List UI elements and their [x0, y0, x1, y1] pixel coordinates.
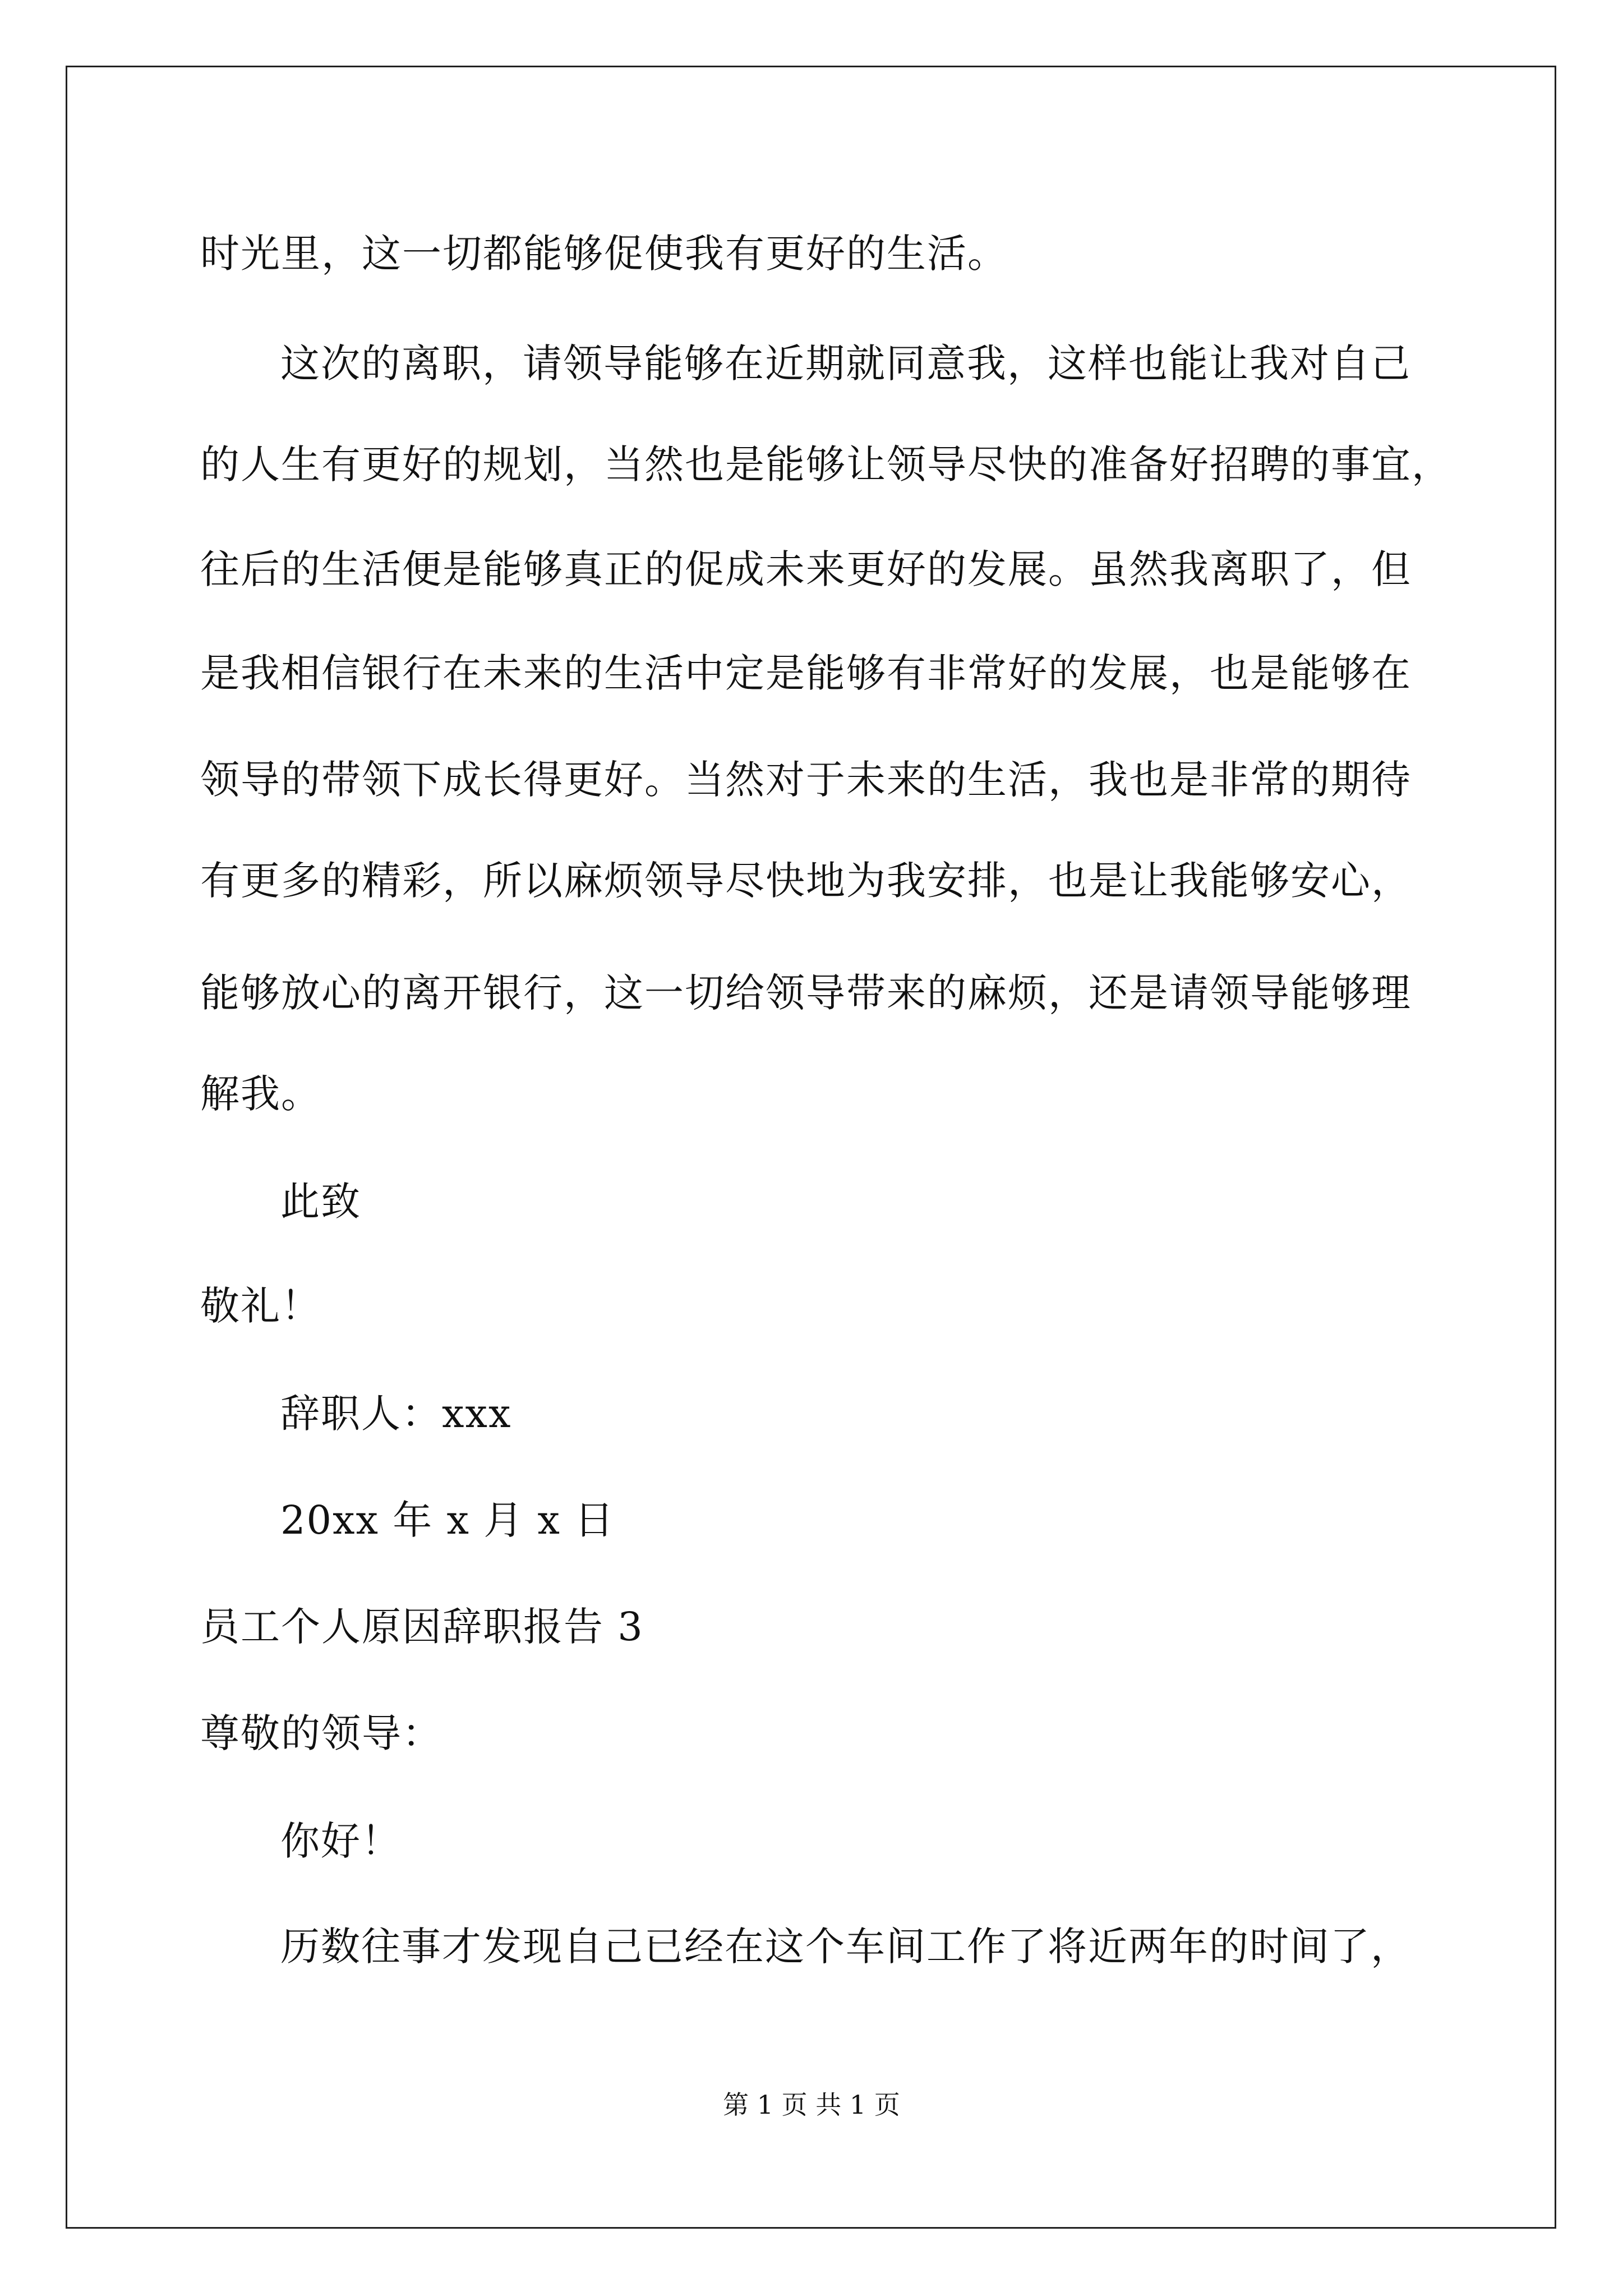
paragraph-line: 这次的离职，请领导能够在近期就同意我，这样也能让我对自己 — [280, 341, 1411, 386]
paragraph-line: 的人生有更好的规划，当然也是能够让领导尽快的准备好招聘的事宜， — [200, 441, 1452, 487]
paragraph-line: 是我相信银行在未来的生活中定是能够有非常好的发展，也是能够在 — [200, 650, 1412, 696]
page-number-footer: 第 1 页 共 1 页 — [723, 2090, 900, 2120]
signature-line: 辞职人：xxx — [280, 1391, 512, 1437]
greeting: 尊敬的领导： — [200, 1710, 442, 1756]
paragraph-line: 往后的生活便是能够真正的促成未来更好的发展。虽然我离职了，但 — [200, 546, 1412, 592]
paragraph-line: 有更多的精彩，所以麻烦领导尽快地为我安排，也是让我能够安心， — [200, 858, 1412, 904]
section-title: 员工个人原因辞职报告 3 — [200, 1604, 644, 1650]
closing-regards: 敬礼！ — [200, 1283, 321, 1329]
closing-salutation: 此致 — [280, 1179, 361, 1225]
paragraph-line: 领导的带领下成长得更好。当然对于未来的生活，我也是非常的期待 — [200, 757, 1412, 803]
date-line: 20xx 年 x 月 x 日 — [280, 1497, 615, 1543]
paragraph-line: 能够放心的离开银行，这一切给领导带来的麻烦，还是请领导能够理 — [200, 970, 1412, 1016]
greeting-hello: 你好！ — [280, 1818, 402, 1864]
paragraph-line: 时光里，这一切都能够促使我有更好的生活。 — [200, 231, 1008, 277]
paragraph-line: 历数往事才发现自己已经在这个车间工作了将近两年的时间了， — [280, 1924, 1411, 1970]
paragraph-line: 解我。 — [200, 1071, 321, 1117]
